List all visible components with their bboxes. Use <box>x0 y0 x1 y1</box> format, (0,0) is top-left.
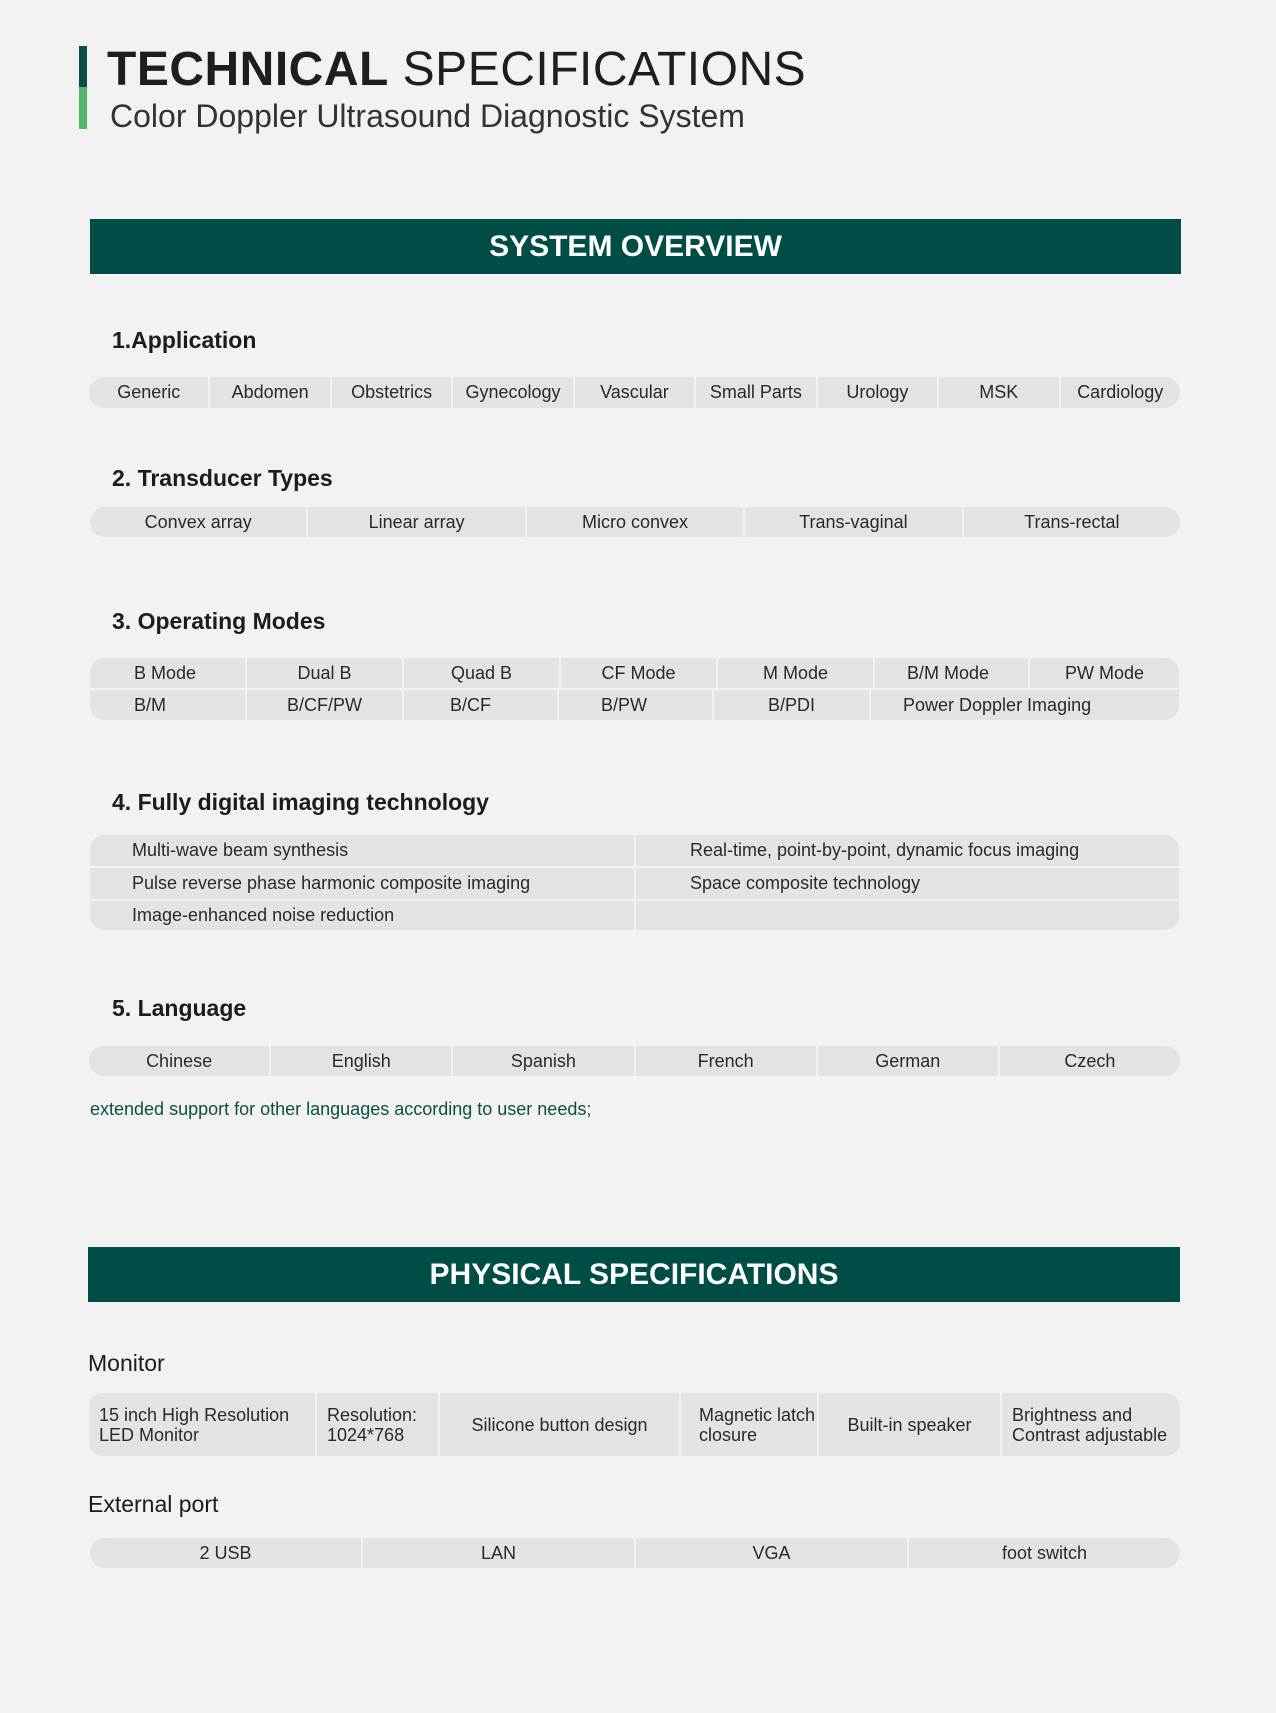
port-item: 2 USB <box>199 1542 252 1563</box>
mode-item: B/PW <box>557 690 712 720</box>
language-item: German <box>816 1046 998 1076</box>
language-title: 5. Language <box>112 995 247 1021</box>
application-row <box>89 377 1180 408</box>
imaging-item: Pulse reverse phase harmonic composite imaging <box>132 873 531 893</box>
page-title: TECHNICAL SPECIFICATIONS <box>107 43 807 96</box>
accent-bar-light <box>79 87 87 129</box>
imaging-row <box>90 899 1179 930</box>
language-item: Chinese <box>146 1050 213 1071</box>
imaging-row <box>90 866 1179 899</box>
mode-item: PW Mode <box>1028 658 1179 688</box>
transducer-item: Trans-rectal <box>962 507 1180 537</box>
imaging-title: 4. Fully digital imaging technology <box>112 789 489 815</box>
imaging-item: Space composite technology <box>634 868 1179 899</box>
imaging-item: Image-enhanced noise reduction <box>132 905 395 925</box>
monitor-item: Resolution: 1024*768 <box>315 1393 438 1456</box>
external-port-title: External port <box>88 1491 219 1517</box>
imaging-item: Multi-wave beam synthesis <box>132 840 349 860</box>
application-item: Obstetrics <box>330 377 451 408</box>
port-item: foot switch <box>907 1538 1180 1568</box>
transducer-item: Convex array <box>144 511 252 532</box>
transducer-title: 2. Transducer Types <box>112 465 333 491</box>
monitor-item: 15 inch High Resolution LED Monitor <box>99 1404 290 1445</box>
imaging-item: Real-time, point-by-point, dynamic focus imaging <box>634 835 1179 866</box>
mode-item: Dual B <box>245 658 402 688</box>
port-item: LAN <box>361 1538 634 1568</box>
application-item: Gynecology <box>451 377 572 408</box>
application-item: Urology <box>816 377 937 408</box>
external-port-row <box>90 1538 1180 1568</box>
imaging-row <box>90 835 1179 866</box>
monitor-title: Monitor <box>88 1350 165 1376</box>
language-item: English <box>269 1046 451 1076</box>
mode-item: B/CF/PW <box>245 690 402 720</box>
mode-item: B Mode <box>134 662 197 683</box>
monitor-item: Built-in speaker <box>817 1393 1000 1456</box>
imaging-grid <box>90 835 1179 930</box>
page-subtitle: Color Doppler Ultrasound Diagnostic System <box>110 98 745 134</box>
mode-item: Quad B <box>402 658 559 688</box>
application-title: 1.Application <box>112 327 257 353</box>
transducer-item: Linear array <box>306 507 524 537</box>
monitor-row <box>89 1393 1180 1456</box>
imaging-item <box>634 901 1179 930</box>
operating-modes-grid <box>90 658 1179 720</box>
application-item: Cardiology <box>1059 377 1180 408</box>
monitor-item: Brightness and Contrast adjustable <box>1000 1393 1180 1456</box>
application-item: Generic <box>117 382 181 402</box>
application-item: Abdomen <box>208 377 329 408</box>
language-item: Czech <box>998 1046 1180 1076</box>
mode-item: M Mode <box>716 658 873 688</box>
language-note: extended support for other languages according to user needs; <box>90 1099 592 1119</box>
monitor-item: Silicone button design <box>438 1393 679 1456</box>
modes-row <box>90 658 1179 688</box>
language-item: Spanish <box>451 1046 633 1076</box>
mode-item: CF Mode <box>559 658 716 688</box>
monitor-item: Magnetic latch closure <box>679 1393 817 1456</box>
mode-item: B/PDI <box>712 690 869 720</box>
transducer-row <box>90 507 1180 537</box>
mode-item: Power Doppler Imaging <box>869 690 1179 720</box>
port-item: VGA <box>634 1538 907 1568</box>
transducer-item: Trans-vaginal <box>743 507 961 537</box>
modes-row <box>90 688 1179 720</box>
operating-modes-title: 3. Operating Modes <box>112 608 326 634</box>
accent-bar-dark <box>79 46 87 87</box>
mode-item: B/CF <box>402 690 557 720</box>
mode-item: B/M Mode <box>873 658 1028 688</box>
system-overview-banner: SYSTEM OVERVIEW <box>90 219 1181 274</box>
physical-specifications-banner: PHYSICAL SPECIFICATIONS <box>88 1247 1180 1302</box>
language-row <box>89 1046 1180 1076</box>
language-item: French <box>634 1046 816 1076</box>
mode-item: B/M <box>134 694 167 715</box>
application-item: Vascular <box>573 377 694 408</box>
application-item: MSK <box>937 377 1058 408</box>
transducer-item: Micro convex <box>525 507 743 537</box>
application-item: Small Parts <box>694 377 815 408</box>
